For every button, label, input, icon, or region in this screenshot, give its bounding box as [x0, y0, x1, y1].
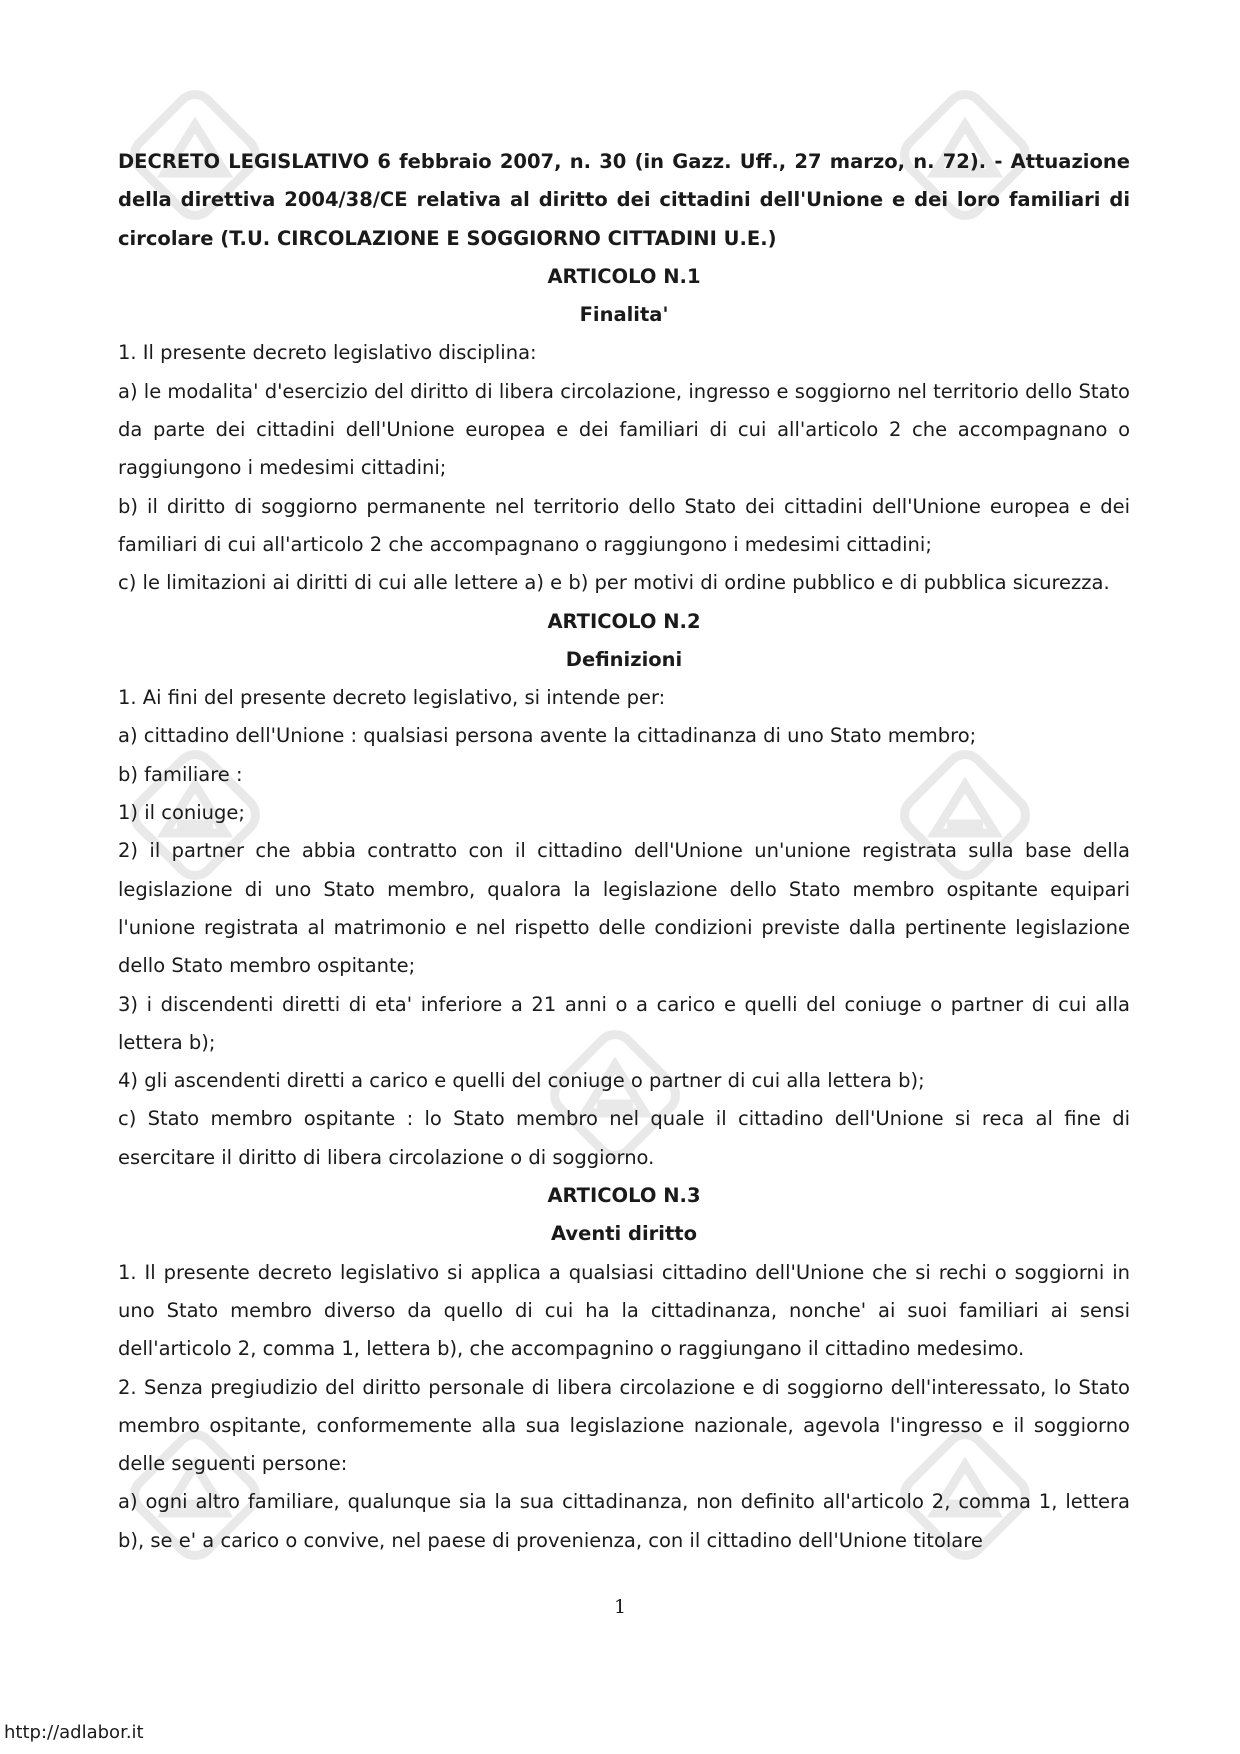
- article-paragraph: 3) i discendenti diretti di eta' inferiore a 21 anni o a carico e quelli del coniuge o partner di cui alla lettera b);: [118, 992, 1130, 1054]
- page-number: 1: [613, 1596, 627, 1618]
- document-title: DECRETO LEGISLATIVO 6 febbraio 2007, n. 30 (in Gazz. Uff., 27 marzo, n. 72). - Attuazione della direttiva 2004/38/CE relativa al diritto dei cittadini dell'Unione e dei loro familiari di circolare (T.U. CIRCOLAZIONE E SOGGIORNO CITTADINI U.E.): [118, 150, 1130, 250]
- article-paragraph: b) familiare :: [118, 762, 243, 786]
- article-number: ARTICOLO N.1: [547, 264, 701, 288]
- article-paragraph: 4) gli ascendenti diretti a carico e quelli del coniuge o partner di cui alla lettera b);: [118, 1069, 925, 1093]
- article-title: Definizioni: [565, 647, 683, 671]
- article-paragraph: 1. Il presente decreto legislativo si applica a qualsiasi cittadino dell'Unione che si rechi o soggiorni in uno Stato membro diverso da quello di cui ha la cittadinanza, nonche' ai suoi familiari ai sensi dell'articolo 2, comma 1, lettera b), che accompagnino o raggiungano il cittadino medesimo.: [118, 1260, 1130, 1361]
- article-paragraph: a) le modalita' d'esercizio del diritto di libera circolazione, ingresso e soggiorno nel territorio dello Stato da parte dei cittadini dell'Unione europea e dei familiari di cui all'articolo 2 che accompagnano o raggiungono i medesimi cittadini;: [118, 379, 1130, 480]
- article-paragraph: a) cittadino dell'Unione : qualsiasi persona avente la cittadinanza di uno Stato membro;: [118, 724, 977, 748]
- article-paragraph: c) le limitazioni ai diritti di cui alle lettere a) e b) per motivi di ordine pubblico e di pubblica sicurezza.: [118, 571, 1110, 595]
- article-paragraph: a) ogni altro familiare, qualunque sia la sua cittadinanza, non definito all'articolo 2, comma 1, lettera b), se e' a carico o convive, nel paese di provenienza, con il cittadino dell'Unione titolare: [118, 1490, 1130, 1552]
- article-paragraph: b) il diritto di soggiorno permanente nel territorio dello Stato dei cittadini dell'Unione europea e dei familiari di cui all'articolo 2 che accompagnano o raggiungono i medesimi cittadini;: [118, 494, 1130, 556]
- article-paragraph: 1. Ai fini del presente decreto legislativo, si intende per:: [118, 686, 666, 710]
- article-paragraph: 1. Il presente decreto legislativo disciplina:: [118, 341, 537, 365]
- article-paragraph: 2. Senza pregiudizio del diritto personale di libera circolazione e di soggiorno dell'interessato, lo Stato membro ospitante, conformemente alla sua legislazione nazionale, agevola l'ingresso e il soggiorno delle seguenti persone:: [118, 1375, 1130, 1476]
- article-paragraph: c) Stato membro ospitante : lo Stato membro nel quale il cittadino dell'Unione si reca al fine di esercitare il diritto di libera circolazione o di soggiorno.: [118, 1107, 1130, 1169]
- article-number: ARTICOLO N.3: [547, 1184, 701, 1208]
- article-paragraph: 2) il partner che abbia contratto con il cittadino dell'Unione un'unione registrata sulla base della legislazione di uno Stato membro, qualora la legislazione dello Stato membro ospitante equipari l'unione registrata al matrimonio e nel rispetto delle condizioni previste dalla pertinente legislazione dello Stato membro ospitante;: [118, 839, 1130, 978]
- article-paragraph: 1) il coniuge;: [118, 801, 245, 825]
- article-number: ARTICOLO N.2: [547, 609, 701, 633]
- source-url: http://adlabor.it: [4, 1722, 144, 1743]
- document-page: [118, 143, 1130, 1560]
- article-title: Aventi diritto: [551, 1222, 697, 1246]
- article-title: Finalita': [579, 303, 669, 327]
